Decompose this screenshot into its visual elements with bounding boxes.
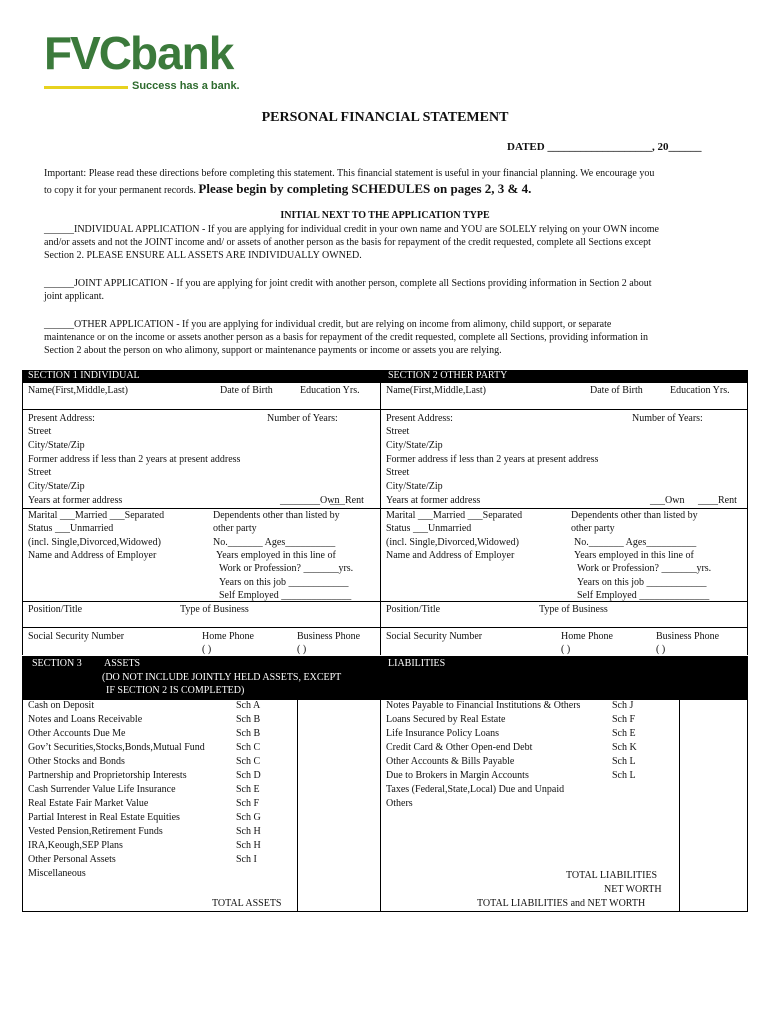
liability-row-label: Due to Brokers in Margin Accounts	[386, 770, 529, 781]
total-liabilities: TOTAL LIABILITIES	[566, 870, 658, 881]
s1-employer: Name and Address of Employer	[28, 550, 157, 561]
s2-years: Number of Years:	[632, 413, 703, 424]
liabilities-header: LIABILITIES	[380, 656, 748, 700]
app-joint-line1: ______JOINT APPLICATION - If you are applying for joint credit with another person, complete all Sections providing information in Section 2 about	[44, 278, 652, 289]
s2-former: Former address if less than 2 years at present address	[386, 454, 599, 465]
s1-street2: Street	[28, 467, 52, 478]
app-individual-line2: and/or assets and not the JOINT income and/ or assets of another person as the basis for repayment of the credit requested, complete all Sections except	[44, 237, 651, 248]
s1-csz2: City/State/Zip	[28, 481, 85, 492]
s1-self: Self Employed ______________	[219, 590, 352, 601]
asset-row-label: Other Personal Assets	[28, 854, 116, 865]
s1-other-party: other party	[213, 523, 257, 534]
s1-years-line: Years employed in this line of	[216, 550, 336, 561]
total-liabilities-net-worth: TOTAL LIABILITIES and NET WORTH	[477, 898, 646, 909]
fvcbank-logo: FVCbank	[44, 27, 234, 79]
asset-row-label: IRA,Keough,SEP Plans	[28, 840, 123, 851]
s1-csz: City/State/Zip	[28, 440, 85, 451]
s2-csz2: City/State/Zip	[386, 481, 443, 492]
s2-position: Position/Title	[386, 604, 441, 615]
s2-home-paren: ( )	[561, 644, 571, 655]
s2-ssn: Social Security Number	[386, 631, 483, 642]
s2-marital: Marital ___Married ___Separated	[386, 510, 523, 521]
asset-row-schedule: Sch C	[236, 742, 261, 753]
section2-header: SECTION 2 OTHER PARTY	[380, 370, 748, 383]
s1-years: Number of Years:	[267, 413, 338, 424]
section1-header: SECTION 1 INDIVIDUAL	[22, 370, 380, 383]
asset-row-schedule: Sch H	[236, 826, 261, 837]
asset-row-label: Vested Pension,Retirement Funds	[28, 826, 163, 837]
s1-home-paren: ( )	[202, 644, 212, 655]
app-individual-line3: Section 2. PLEASE ENSURE ALL ASSETS ARE INDIVIDUALLY OWNED.	[44, 250, 362, 261]
important-note: Important: Please read these directions before completing this statement. This financial statement is useful in your financial planning. We encourage you	[44, 168, 655, 179]
s2-years-job: Years on this job ____________	[577, 577, 707, 588]
s1-work: Work or Profession? _______yrs.	[219, 563, 354, 574]
s2-csz: City/State/Zip	[386, 440, 443, 451]
liability-row-schedule: Sch E	[612, 728, 636, 739]
logo-tagline: Success has a bank.	[132, 80, 240, 92]
liability-row-label: Others	[386, 798, 413, 809]
app-individual-line1: ______INDIVIDUAL APPLICATION - If you are applying for individual credit in your own name and YOU are SOLELY relying on your OWN income	[44, 224, 659, 235]
s1-present-address: Present Address:	[28, 413, 95, 424]
asset-row-schedule: Sch D	[236, 770, 261, 781]
asset-row-label: Other Accounts Due Me	[28, 728, 126, 739]
s2-employer: Name and Address of Employer	[386, 550, 515, 561]
s1-no-ages: No._______ Ages__________	[213, 537, 336, 548]
s1-home-phone: Home Phone	[202, 631, 254, 642]
s2-years-former: Years at former address	[386, 495, 481, 506]
s2-home-phone: Home Phone	[561, 631, 613, 642]
s1-years-former: Years at former address	[28, 495, 123, 506]
liability-row-label: Taxes (Federal,State,Local) Due and Unpaid	[386, 784, 565, 795]
s1-business-phone: Business Phone	[297, 631, 361, 642]
s2-name-label: Name(First,Middle,Last)	[386, 385, 486, 396]
liability-row-label: Life Insurance Policy Loans	[386, 728, 500, 739]
app-other-line1: ______OTHER APPLICATION - If you are applying for individual credit, but are relying on income from alimony, child support, or separate	[44, 319, 612, 330]
s2-street: Street	[386, 426, 410, 437]
s1-rent: ___Rent	[330, 495, 364, 506]
s2-business-phone: Business Phone	[656, 631, 720, 642]
s2-years-line: Years employed in this line of	[574, 550, 694, 561]
s2-work: Work or Profession? _______yrs.	[577, 563, 712, 574]
asset-row-schedule: Sch B	[236, 728, 261, 739]
liability-row-schedule: Sch L	[612, 770, 636, 781]
asset-row-label: Notes and Loans Receivable	[28, 714, 143, 725]
liability-row-schedule: Sch K	[612, 742, 637, 753]
liability-row-label: Credit Card & Other Open-end Debt	[386, 742, 533, 753]
liability-row-label: Notes Payable to Financial Institutions & Others	[386, 700, 581, 711]
s2-present-address: Present Address:	[386, 413, 453, 424]
s2-no-ages: No._______ Ages__________	[574, 537, 697, 548]
s1-name-label: Name(First,Middle,Last)	[28, 385, 128, 396]
liability-row-schedule: Sch J	[612, 700, 634, 711]
s2-own: ___Own	[650, 495, 685, 506]
s1-business-paren: ( )	[297, 644, 307, 655]
asset-row-label: Cash Surrender Value Life Insurance	[28, 784, 176, 795]
liability-row-label: Other Accounts & Bills Payable	[386, 756, 515, 767]
asset-row-label: Real Estate Fair Market Value	[28, 798, 149, 809]
total-assets: TOTAL ASSETS	[212, 898, 282, 909]
s1-business-type: Type of Business	[180, 604, 249, 615]
s2-self: Self Employed ______________	[577, 590, 710, 601]
s2-dob-label: Date of Birth	[590, 385, 643, 396]
s2-dependents: Dependents other than listed by	[571, 510, 698, 521]
asset-row-schedule: Sch C	[236, 756, 261, 767]
s1-dob-label: Date of Birth	[220, 385, 273, 396]
asset-row-schedule: Sch A	[236, 700, 261, 711]
app-joint-line2: joint applicant.	[44, 291, 104, 302]
s2-business-paren: ( )	[656, 644, 666, 655]
s1-edu-label: Education Yrs.	[300, 385, 360, 396]
s2-rent: ____Rent	[698, 495, 737, 506]
s2-business-type: Type of Business	[539, 604, 608, 615]
dated-line: DATED ___________________, 20______	[507, 141, 702, 153]
s2-status: Status ___Unmarried	[386, 523, 472, 534]
s2-edu-label: Education Yrs.	[670, 385, 730, 396]
s1-years-job: Years on this job ____________	[219, 577, 349, 588]
liability-row-schedule: Sch F	[612, 714, 636, 725]
s1-marital: Marital ___Married ___Separated	[28, 510, 165, 521]
s1-former: Former address if less than 2 years at present address	[28, 454, 241, 465]
s1-position: Position/Title	[28, 604, 83, 615]
asset-row-label: Cash on Deposit	[28, 700, 95, 711]
s1-status: Status ___Unmarried	[28, 523, 114, 534]
page-title: PERSONAL FINANCIAL STATEMENT	[261, 110, 509, 125]
s1-incl: (incl. Single,Divorced,Widowed)	[28, 537, 161, 548]
s2-other-party: other party	[571, 523, 615, 534]
app-other-line2: maintenance or on the income or assets another person as a basis for repayment of the credit requested, complete all Sections, providing information in	[44, 332, 648, 343]
net-worth: NET WORTH	[604, 884, 662, 895]
asset-row-label: Miscellaneous	[28, 868, 86, 879]
s1-own: ________Own	[280, 495, 340, 506]
section3-header: SECTION 3 ASSETS (DO NOT INCLUDE JOINTLY HELD ASSETS, EXCEPT IF SECTION 2 IS COMPLETED)	[22, 656, 380, 700]
asset-row-label: Partial Interest in Real Estate Equities	[28, 812, 180, 823]
app-other-line3: Section 2 about the person on who alimony, support or maintenance payments or income or assets you are relying.	[44, 345, 502, 356]
important-note-cont: to copy it for your permanent records. Please begin by completing SCHEDULES on pages 2, 3 & 4.	[44, 181, 532, 196]
asset-row-schedule: Sch E	[236, 784, 260, 795]
s1-street: Street	[28, 426, 52, 437]
s1-dependents: Dependents other than listed by	[213, 510, 340, 521]
asset-row-label: Gov’t Securities,Stocks,Bonds,Mutual Fund	[28, 742, 205, 753]
s2-street2: Street	[386, 467, 410, 478]
initial-heading: INITIAL NEXT TO THE APPLICATION TYPE	[280, 210, 490, 221]
asset-row-label: Other Stocks and Bonds	[28, 756, 125, 767]
asset-row-schedule: Sch F	[236, 798, 260, 809]
asset-row-schedule: Sch I	[236, 854, 257, 865]
asset-row-schedule: Sch G	[236, 812, 261, 823]
liability-row-schedule: Sch L	[612, 756, 636, 767]
liability-row-label: Loans Secured by Real Estate	[386, 714, 506, 725]
s1-ssn: Social Security Number	[28, 631, 125, 642]
asset-row-schedule: Sch H	[236, 840, 261, 851]
asset-row-label: Partnership and Proprietorship Interests	[28, 770, 187, 781]
s2-incl: (incl. Single,Divorced,Widowed)	[386, 537, 519, 548]
logo-accent-bar	[44, 86, 128, 89]
asset-row-schedule: Sch B	[236, 714, 261, 725]
